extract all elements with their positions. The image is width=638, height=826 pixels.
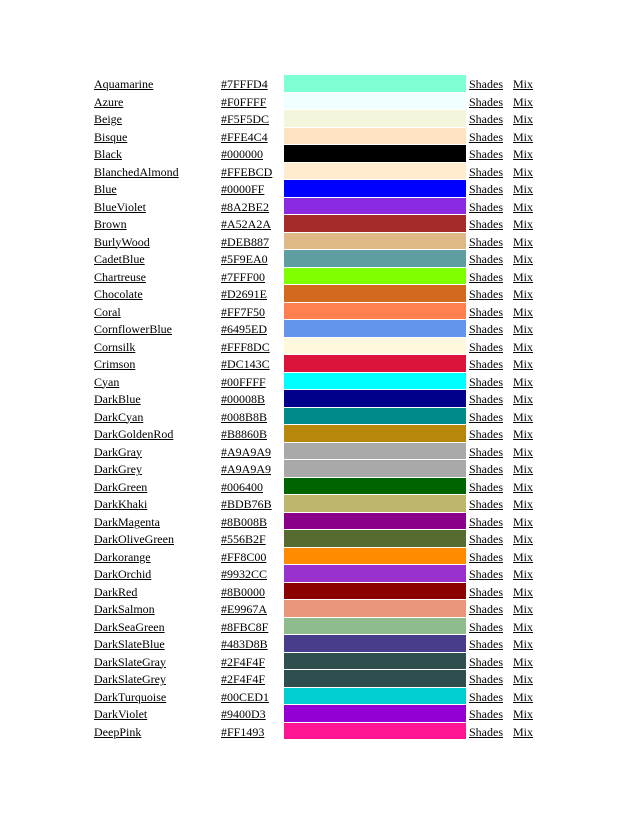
color-name-link[interactable]: DarkCyan bbox=[94, 409, 144, 424]
shades-link[interactable]: Shades bbox=[469, 689, 503, 704]
color-row bbox=[94, 93, 538, 111]
color-swatch bbox=[284, 338, 466, 355]
color-hex-link[interactable]: #BDB76B bbox=[221, 497, 272, 511]
color-name-link[interactable]: Blue bbox=[94, 182, 117, 196]
shades-link[interactable]: Shades bbox=[469, 94, 503, 109]
color-swatch bbox=[284, 618, 466, 635]
shades-link[interactable]: Shades bbox=[469, 147, 503, 161]
color-row bbox=[94, 565, 538, 583]
mix-link[interactable]: Mix bbox=[513, 182, 534, 196]
color-name-link[interactable]: DarkSlateGrey bbox=[94, 672, 166, 686]
color-hex-link[interactable]: #FF8C00 bbox=[221, 549, 267, 564]
color-swatch bbox=[284, 408, 466, 425]
mix-link[interactable]: Mix bbox=[513, 462, 534, 476]
shades-link[interactable]: Shades bbox=[469, 479, 503, 494]
mix-link[interactable]: Mix bbox=[513, 549, 534, 564]
shades-link[interactable]: Shades bbox=[469, 269, 503, 284]
mix-link[interactable]: Mix bbox=[513, 672, 534, 686]
color-name-link[interactable]: DarkGreen bbox=[94, 479, 148, 494]
color-hex-link[interactable]: #008B8B bbox=[221, 409, 268, 424]
mix-link[interactable]: Mix bbox=[513, 619, 534, 634]
color-swatch bbox=[284, 93, 466, 110]
mix-link[interactable]: Mix bbox=[513, 77, 534, 91]
mix-link[interactable]: Mix bbox=[513, 479, 534, 494]
shades-link[interactable]: Shades bbox=[469, 427, 503, 441]
mix-link[interactable]: Mix bbox=[513, 584, 534, 599]
color-swatch bbox=[284, 548, 466, 565]
color-swatch bbox=[284, 653, 466, 670]
mix-link[interactable]: Mix bbox=[513, 654, 534, 669]
color-swatch bbox=[284, 285, 466, 302]
color-hex-link[interactable]: #00008B bbox=[221, 392, 266, 406]
shades-link[interactable]: Shades bbox=[469, 252, 503, 266]
shades-link[interactable]: Shades bbox=[469, 637, 503, 651]
shades-link[interactable]: Shades bbox=[469, 462, 503, 476]
color-row bbox=[94, 653, 538, 671]
color-hex-link[interactable]: #B8860B bbox=[221, 427, 268, 441]
color-swatch bbox=[284, 303, 466, 320]
color-name-link[interactable]: DarkGrey bbox=[94, 462, 142, 476]
color-hex-link[interactable]: #F5F5DC bbox=[221, 112, 270, 126]
color-name-link[interactable]: Bisque bbox=[94, 129, 128, 144]
color-row bbox=[94, 443, 538, 461]
color-row bbox=[94, 618, 538, 636]
color-swatch bbox=[284, 110, 466, 127]
color-hex-link[interactable]: #483D8B bbox=[221, 637, 268, 651]
shades-link[interactable]: Shades bbox=[469, 567, 503, 581]
mix-link[interactable]: Mix bbox=[513, 409, 534, 424]
color-hex-link[interactable]: #00FFFF bbox=[221, 374, 266, 389]
color-name-link[interactable]: DarkSalmon bbox=[94, 602, 155, 616]
color-row bbox=[94, 495, 538, 513]
color-swatch bbox=[284, 198, 466, 215]
shades-link[interactable]: Shades bbox=[469, 322, 503, 336]
shades-link[interactable]: Shades bbox=[469, 619, 503, 634]
color-row bbox=[94, 408, 538, 426]
mix-link[interactable]: Mix bbox=[513, 707, 534, 721]
color-hex-link[interactable]: #8B008B bbox=[221, 514, 268, 529]
shades-link[interactable]: Shades bbox=[469, 444, 503, 459]
color-hex-link[interactable]: #2F4F4F bbox=[221, 654, 266, 669]
shades-link[interactable]: Shades bbox=[469, 304, 503, 319]
shades-link[interactable]: Shades bbox=[469, 532, 503, 546]
shades-link[interactable]: Shades bbox=[469, 654, 503, 669]
color-hex-link[interactable]: #FF7F50 bbox=[221, 304, 266, 319]
color-row bbox=[94, 478, 538, 496]
color-swatch bbox=[284, 495, 466, 512]
color-hex-link[interactable]: #A9A9A9 bbox=[221, 444, 271, 459]
color-hex-link[interactable]: #5F9EA0 bbox=[221, 252, 268, 266]
color-row bbox=[94, 600, 538, 618]
color-name-link[interactable]: DarkSlateBlue bbox=[94, 637, 165, 651]
mix-link[interactable]: Mix bbox=[513, 497, 534, 511]
shades-link[interactable]: Shades bbox=[469, 707, 503, 721]
color-hex-link[interactable]: #8B0000 bbox=[221, 584, 266, 599]
mix-link[interactable]: Mix bbox=[513, 724, 534, 739]
color-name-link[interactable]: DarkTurquoise bbox=[94, 689, 167, 704]
color-row bbox=[94, 145, 538, 163]
color-row bbox=[94, 373, 538, 391]
shades-link[interactable]: Shades bbox=[469, 129, 503, 144]
color-row bbox=[94, 548, 538, 566]
color-row bbox=[94, 303, 538, 321]
mix-link[interactable]: Mix bbox=[513, 602, 534, 616]
shades-link[interactable]: Shades bbox=[469, 409, 503, 424]
color-name-link[interactable]: CadetBlue bbox=[94, 252, 145, 266]
shades-link[interactable]: Shades bbox=[469, 374, 503, 389]
color-row bbox=[94, 355, 538, 373]
mix-link[interactable]: Mix bbox=[513, 567, 534, 581]
color-table bbox=[94, 75, 538, 740]
mix-link[interactable]: Mix bbox=[513, 532, 534, 546]
color-name-link[interactable]: Azure bbox=[94, 94, 124, 109]
shades-link[interactable]: Shades bbox=[469, 217, 503, 231]
color-swatch bbox=[284, 320, 466, 337]
color-hex-link[interactable]: #DEB887 bbox=[221, 234, 269, 249]
color-hex-link[interactable]: #FFE4C4 bbox=[221, 129, 268, 144]
color-hex-link[interactable]: #9932CC bbox=[221, 567, 268, 581]
shades-link[interactable]: Shades bbox=[469, 497, 503, 511]
shades-link[interactable]: Shades bbox=[469, 77, 503, 91]
color-row bbox=[94, 128, 538, 146]
color-name-link[interactable]: DarkRed bbox=[94, 584, 138, 599]
color-name-link[interactable]: DarkBlue bbox=[94, 392, 141, 406]
color-name-link[interactable]: DarkSlateGray bbox=[94, 654, 166, 669]
color-row bbox=[94, 180, 538, 198]
color-swatch bbox=[284, 670, 466, 687]
color-name-link[interactable]: Cornsilk bbox=[94, 339, 136, 354]
color-swatch bbox=[284, 145, 466, 162]
color-row bbox=[94, 268, 538, 286]
color-row bbox=[94, 110, 538, 128]
shades-link[interactable]: Shades bbox=[469, 339, 503, 354]
color-row bbox=[94, 530, 538, 548]
color-swatch bbox=[284, 723, 466, 740]
color-row bbox=[94, 320, 538, 338]
color-row bbox=[94, 163, 538, 181]
color-row bbox=[94, 425, 538, 443]
color-row bbox=[94, 670, 538, 688]
shades-link[interactable]: Shades bbox=[469, 584, 503, 599]
mix-link[interactable]: Mix bbox=[513, 304, 534, 319]
mix-link[interactable]: Mix bbox=[513, 637, 534, 651]
color-name-link[interactable]: CornflowerBlue bbox=[94, 322, 172, 336]
color-name-link[interactable]: Cyan bbox=[94, 374, 120, 389]
color-swatch bbox=[284, 688, 466, 705]
color-hex-link[interactable]: #E9967A bbox=[221, 602, 267, 616]
color-hex-link[interactable]: #F0FFFF bbox=[221, 94, 267, 109]
color-name-link[interactable]: Black bbox=[94, 147, 122, 161]
color-swatch bbox=[284, 355, 466, 372]
mix-link[interactable]: Mix bbox=[513, 392, 534, 406]
color-hex-link[interactable]: #7FFF00 bbox=[221, 269, 266, 284]
color-hex-link[interactable]: #6495ED bbox=[221, 322, 267, 336]
color-row bbox=[94, 215, 538, 233]
color-row bbox=[94, 460, 538, 478]
mix-link[interactable]: Mix bbox=[513, 269, 534, 284]
color-row bbox=[94, 723, 538, 741]
mix-link[interactable]: Mix bbox=[513, 514, 534, 529]
color-swatch bbox=[284, 635, 466, 652]
color-swatch bbox=[284, 460, 466, 477]
color-hex-link[interactable]: #FFEBCD bbox=[221, 164, 273, 179]
color-swatch bbox=[284, 390, 466, 407]
color-row bbox=[94, 75, 538, 93]
color-hex-link[interactable]: #9400D3 bbox=[221, 707, 266, 721]
mix-link[interactable]: Mix bbox=[513, 444, 534, 459]
mix-link[interactable]: Mix bbox=[513, 322, 534, 336]
color-hex-link[interactable]: #8A2BE2 bbox=[221, 199, 269, 214]
shades-link[interactable]: Shades bbox=[469, 199, 503, 214]
color-row bbox=[94, 233, 538, 251]
color-row bbox=[94, 688, 538, 706]
color-name-link[interactable]: DarkGoldenRod bbox=[94, 427, 174, 441]
color-name-link[interactable]: Chartreuse bbox=[94, 269, 146, 284]
mix-link[interactable]: Mix bbox=[513, 112, 534, 126]
color-name-link[interactable]: DarkKhaki bbox=[94, 497, 148, 511]
color-swatch bbox=[284, 250, 466, 267]
color-swatch bbox=[284, 600, 466, 617]
color-hex-link[interactable]: #000000 bbox=[221, 147, 263, 161]
color-row bbox=[94, 583, 538, 601]
color-row bbox=[94, 635, 538, 653]
color-hex-link[interactable]: #006400 bbox=[221, 479, 263, 494]
mix-link[interactable]: Mix bbox=[513, 129, 534, 144]
shades-link[interactable]: Shades bbox=[469, 234, 503, 249]
color-swatch bbox=[284, 583, 466, 600]
color-hex-link[interactable]: #D2691E bbox=[221, 287, 267, 301]
mix-link[interactable]: Mix bbox=[513, 357, 534, 371]
color-swatch bbox=[284, 75, 466, 92]
color-hex-link[interactable]: #2F4F4F bbox=[221, 672, 266, 686]
color-name-link[interactable]: DarkOrchid bbox=[94, 567, 152, 581]
shades-link[interactable]: Shades bbox=[469, 514, 503, 529]
color-name-link[interactable]: DarkGray bbox=[94, 444, 142, 459]
color-row bbox=[94, 285, 538, 303]
color-hex-link[interactable]: #0000FF bbox=[221, 182, 265, 196]
color-row bbox=[94, 705, 538, 723]
color-swatch bbox=[284, 565, 466, 582]
mix-link[interactable]: Mix bbox=[513, 199, 534, 214]
color-name-link[interactable]: DarkViolet bbox=[94, 707, 148, 721]
color-row bbox=[94, 250, 538, 268]
color-hex-link[interactable]: #556B2F bbox=[221, 532, 266, 546]
color-swatch bbox=[284, 180, 466, 197]
color-swatch bbox=[284, 425, 466, 442]
shades-link[interactable]: Shades bbox=[469, 724, 503, 739]
color-swatch bbox=[284, 163, 466, 180]
color-name-link[interactable]: Brown bbox=[94, 217, 127, 231]
color-name-link[interactable]: BlueViolet bbox=[94, 199, 146, 214]
color-swatch bbox=[284, 478, 466, 495]
shades-link[interactable]: Shades bbox=[469, 182, 503, 196]
color-name-link[interactable]: BurlyWood bbox=[94, 234, 150, 249]
mix-link[interactable]: Mix bbox=[513, 689, 534, 704]
color-name-link[interactable]: DarkMagenta bbox=[94, 514, 160, 529]
mix-link[interactable]: Mix bbox=[513, 252, 534, 266]
color-name-link[interactable]: Beige bbox=[94, 112, 122, 126]
color-name-link[interactable]: Crimson bbox=[94, 357, 136, 371]
shades-link[interactable]: Shades bbox=[469, 549, 503, 564]
color-swatch bbox=[284, 215, 466, 232]
color-hex-link[interactable]: #DC143C bbox=[221, 357, 270, 371]
color-name-link[interactable]: DarkOliveGreen bbox=[94, 532, 174, 546]
mix-link[interactable]: Mix bbox=[513, 217, 534, 231]
mix-link[interactable]: Mix bbox=[513, 164, 534, 179]
color-name-link[interactable]: Coral bbox=[94, 304, 121, 319]
color-hex-link[interactable]: #A9A9A9 bbox=[221, 462, 271, 476]
color-hex-link[interactable]: #A52A2A bbox=[221, 217, 271, 231]
shades-link[interactable]: Shades bbox=[469, 672, 503, 686]
color-row bbox=[94, 513, 538, 531]
color-swatch bbox=[284, 530, 466, 547]
color-hex-link[interactable]: #00CED1 bbox=[221, 689, 269, 704]
color-hex-link[interactable]: #7FFFD4 bbox=[221, 77, 268, 91]
shades-link[interactable]: Shades bbox=[469, 164, 503, 179]
color-row bbox=[94, 390, 538, 408]
color-swatch bbox=[284, 705, 466, 722]
mix-link[interactable]: Mix bbox=[513, 339, 534, 354]
color-swatch bbox=[284, 513, 466, 530]
color-name-link[interactable]: DeepPink bbox=[94, 724, 142, 739]
mix-link[interactable]: Mix bbox=[513, 427, 534, 441]
color-swatch bbox=[284, 443, 466, 460]
color-name-link[interactable]: BlanchedAlmond bbox=[94, 164, 179, 179]
mix-link[interactable]: Mix bbox=[513, 94, 534, 109]
shades-link[interactable]: Shades bbox=[469, 112, 503, 126]
shades-link[interactable]: Shades bbox=[469, 602, 503, 616]
color-name-link[interactable]: Darkorange bbox=[94, 549, 151, 564]
color-hex-link[interactable]: #FFF8DC bbox=[221, 339, 270, 354]
color-row bbox=[94, 338, 538, 356]
color-hex-link[interactable]: #FF1493 bbox=[221, 724, 265, 739]
color-hex-link[interactable]: #8FBC8F bbox=[221, 619, 269, 634]
shades-link[interactable]: Shades bbox=[469, 287, 503, 301]
mix-link[interactable]: Mix bbox=[513, 287, 534, 301]
color-name-link[interactable]: Chocolate bbox=[94, 287, 143, 301]
color-name-link[interactable]: DarkSeaGreen bbox=[94, 619, 165, 634]
color-swatch bbox=[284, 268, 466, 285]
mix-link[interactable]: Mix bbox=[513, 234, 534, 249]
color-name-link[interactable]: Aquamarine bbox=[94, 77, 154, 91]
shades-link[interactable]: Shades bbox=[469, 392, 503, 406]
color-swatch bbox=[284, 233, 466, 250]
shades-link[interactable]: Shades bbox=[469, 357, 503, 371]
mix-link[interactable]: Mix bbox=[513, 147, 534, 161]
color-swatch bbox=[284, 128, 466, 145]
color-row bbox=[94, 198, 538, 216]
color-swatch bbox=[284, 373, 466, 390]
mix-link[interactable]: Mix bbox=[513, 374, 534, 389]
